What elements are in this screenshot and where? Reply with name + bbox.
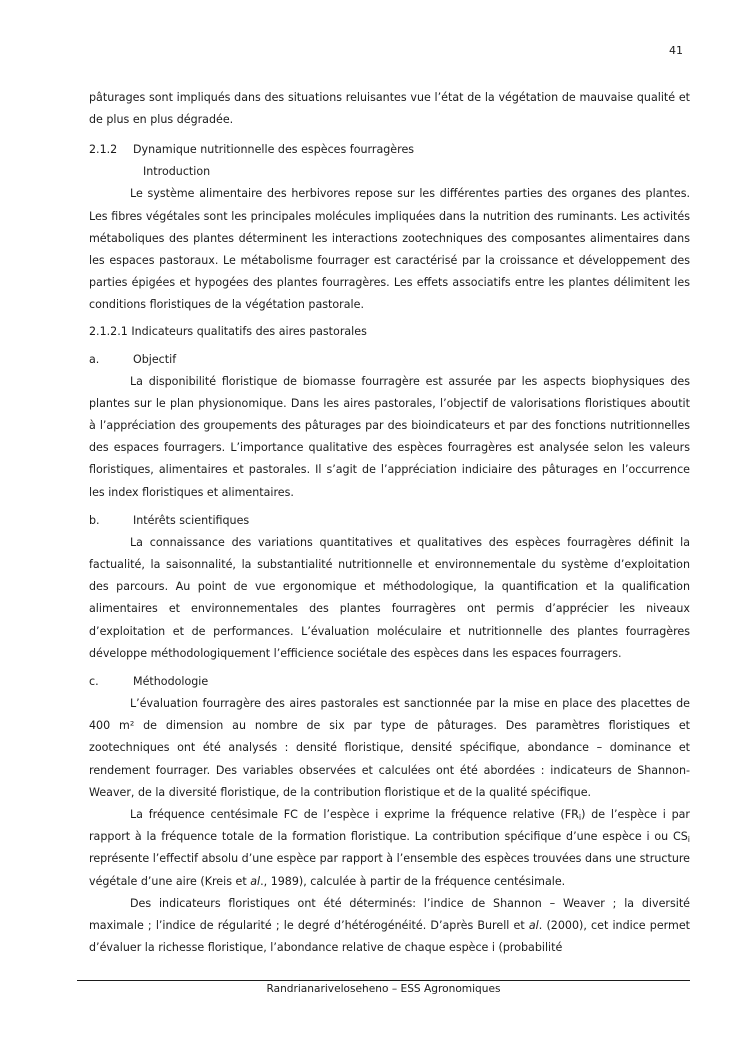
paragraph-continuation: pâturages sont impliqués dans des situations reluisantes vue l’état de la végétation de mauvaise qualité et de plus en plus dégradée. [89, 91, 690, 127]
section-heading-2-1-2-1 [89, 321, 690, 343]
subsection-heading-b [89, 510, 690, 532]
subsection-title: Intérêts scientifiques [133, 513, 250, 527]
page-footer: Randrianariveloseheno – ESS Agronomiques [266, 983, 501, 995]
subsection-letter: a. [89, 352, 100, 366]
subsection-letter: c. [89, 675, 99, 689]
section-heading-2-1-2 [89, 139, 690, 161]
paragraph-methodologie-3: Des indicateurs floristiques ont été déterminés: l’indice de Shannon – Weaver ; la diversité maximale ; l’indice de régularité ; le degré d’hétérogénéité. D’après Burell et al. (2000), cet indice permet d’évaluer la richesse floristique, l’abondance relative de chaque espèce i (probabilité [89, 896, 691, 955]
paragraph-objectif: La disponibilité floristique de biomasse fourragère est assurée par les aspects biophysiques des plantes sur le plan physionomique. Dans les aires pastorales, l’objectif de valorisations floristiques aboutit à l’appréciation des groupements des pâturages par des bioindicateurs et par des fonctions nutritionnelles des espaces fourragers. L’importance qualitative des espèces fourragères est analysée selon les valeurs floristiques, alimentaires et pastorales. Il s’agit de l’appréciation indiciaire des pâturages en l’occurrence les index floristiques et alimentaires. [89, 374, 690, 499]
section-title: Dynamique nutritionnelle des espèces fourragères [133, 143, 415, 157]
section-number: 2.1.2 [89, 143, 118, 157]
introduction-heading: Introduction [143, 165, 211, 179]
page-body [89, 87, 690, 960]
paragraph-interets: La connaissance des variations quantitatives et qualitatives des espèces fourragères définit la factualité, la saisonnalité, la substantialité nutritionnelle et environnementale du système d’exploitation des parcours. Au point de vue ergonomique et méthodologique, la quantification et la qualification alimentaires et environnementales des plantes fourragères ont permis d’apprécier les niveaux d’exploitation et de performances. L’évaluation moléculaire et nutritionnelle des plantes fourragères développe méthodologiquement l’efficience sociétale des espèces dans les espaces fourragers. [89, 535, 690, 660]
subsection-title: Objectif [133, 352, 177, 366]
section-title: 2.1.2.1 Indicateurs qualitatifs des aires pastorales [89, 324, 367, 338]
paragraph-introduction: Le système alimentaire des herbivores repose sur les différentes parties des organes des plantes. Les fibres végétales sont les principales molécules impliquées dans la nutrition des ruminants. Les activités métaboliques des plantes déterminent les interactions zootechniques des composantes alimentaires dans les espaces pastoraux. Le métabolisme fourrager est caractérisé par la croissance et développement des parties épigées et hypogées des plantes fourragères. Les effets associatifs entre les plantes délimitent les conditions floristiques de la végétation pastorale. [89, 187, 690, 312]
subsection-title: Méthodologie [133, 675, 209, 689]
subsection-heading-c [89, 671, 690, 693]
subsection-heading-a [89, 349, 690, 371]
footer-rule [77, 980, 690, 981]
page-number: 41 [669, 44, 683, 57]
paragraph-methodologie-2: La fréquence centésimale FC de l’espèce i exprime la fréquence relative $(FR_i)$ de l’espèce i par rapport à la fréquence totale de la formation floristique. La contribution spécifique d’une espèce i ou $CS_i$ représente l’effectif absolu d’une espèce par rapport à l’ensemble des espèces trouvées dans une structure végétale d’une aire (Kreis et al., 1989), calculée à partir de la fréquence centésimale. [89, 808, 690, 888]
subsection-letter: b. [89, 513, 100, 527]
paragraph-methodologie-1: L’évaluation fourragère des aires pastorales est sanctionnée par la mise en place des placettes de 400 m² de dimension au nombre de six par type de pâturages. Des paramètres floristiques et zootechniques ont été analysés : densité floristique, densité spécifique, abondance – dominance et rendement fourrager. Des variables observées et calculées ont été abordées : indicateurs de Shannon-Weaver, de la diversité floristique, de la contribution floristique et de la qualité spécifique. [89, 697, 690, 799]
